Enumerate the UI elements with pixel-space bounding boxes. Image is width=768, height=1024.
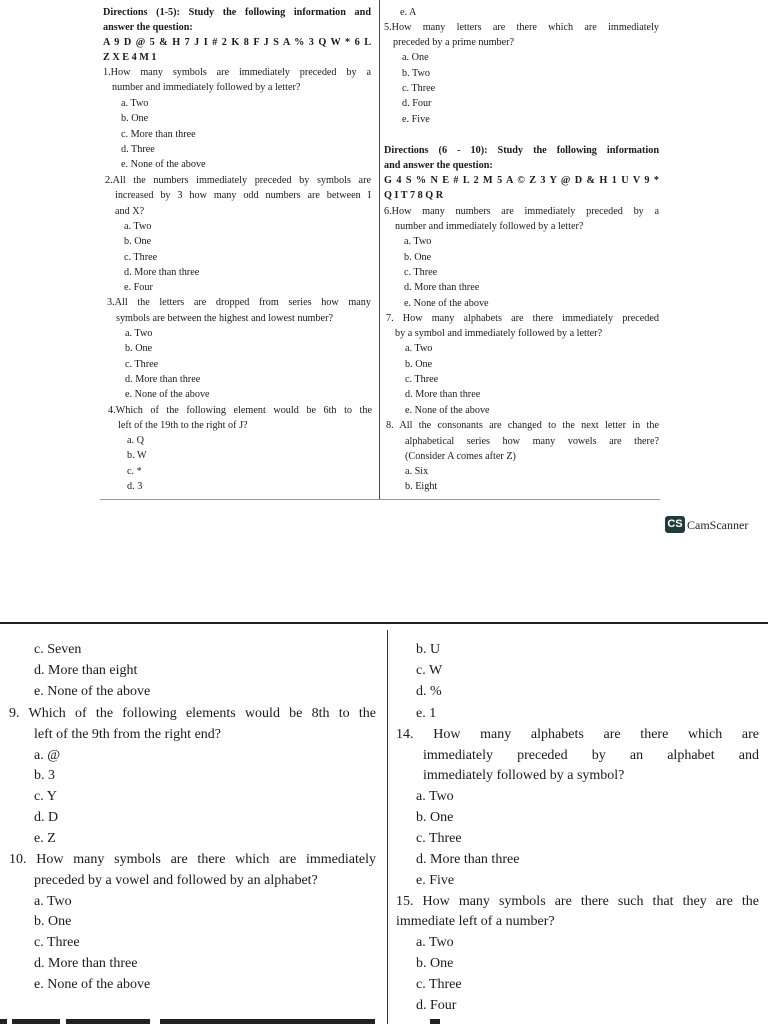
- page-1-text-line: answer the question:: [103, 22, 193, 33]
- page-1-text-line: number and immediately followed by a letter?: [395, 221, 584, 232]
- page-1-text-line: Directions (6 - 10): Study the following information: [384, 145, 659, 156]
- page-1-text-line: preceded by a prime number?: [393, 37, 515, 48]
- page-1-text-line: a. Two: [405, 343, 433, 354]
- page-1-text-line: d. More than three: [125, 374, 201, 385]
- page-1-text-line: b. One: [125, 343, 153, 354]
- page-2-text-line: a. @: [34, 748, 61, 763]
- page-1-text-line: increased by 3 how many odd numbers are between I: [115, 190, 371, 201]
- page-2-text-line: immediate left of a number?: [396, 914, 555, 929]
- page-2-text-line: c. Three: [34, 935, 80, 950]
- page-2-text-line: b. One: [416, 810, 454, 825]
- cut-off-next-line: [0, 1019, 768, 1024]
- page-2-text-line: d. %: [416, 684, 442, 699]
- page-1-text-line: a. One: [402, 52, 429, 63]
- page-1-text-line: A 9 D @ 5 & H 7 J I # 2 K 8 F J S A % 3 Q W * 6 L: [103, 37, 371, 48]
- page-1-text-line: 4.Which of the following element would be 6th to the: [108, 405, 372, 416]
- page-2-text-line: immediately preceded by an alphabet and: [423, 748, 759, 763]
- page-1-text-line: 3.All the letters are dropped from series how many: [107, 297, 371, 308]
- page-1-text-line: Q I T 7 8 Q R: [384, 190, 444, 201]
- page-1-text-line: a. Two: [404, 236, 432, 247]
- page-1-text-line: 2.All the numbers immediately preceded by symbols are: [105, 175, 371, 186]
- page-2-text-line: e. Z: [34, 831, 56, 846]
- page-2-text-line: d. More than eight: [34, 663, 138, 678]
- page-2-text-line: b. U: [416, 642, 441, 657]
- page-2-text-line: d. Four: [416, 998, 457, 1013]
- page-1-text-line: (Consider A comes after Z): [405, 451, 516, 462]
- page-1-text-line: d. More than three: [124, 267, 200, 278]
- page-1-text-line: number and immediately followed by a letter?: [112, 82, 301, 93]
- page-1-text-line: b. One: [121, 113, 149, 124]
- page-1-text-line: c. Three: [402, 83, 436, 94]
- page-2-text-line: 9. Which of the following elements would be 8th to the: [9, 706, 376, 721]
- page-2-text-line: 10. How many symbols are there which are immediately: [9, 852, 376, 867]
- page-2-text-line: c. Y: [34, 789, 57, 804]
- camscanner-logo: CS: [665, 516, 685, 533]
- page-1-text-line: b. One: [404, 252, 432, 263]
- page-2-text-line: e. 1: [416, 706, 437, 721]
- page-1-text-line: symbols are between the highest and lowest number?: [116, 313, 333, 324]
- page-2-text-line: c. W: [416, 663, 443, 678]
- page-1-text-line: and answer the question:: [384, 160, 493, 171]
- page-1-text-line: c. Three: [124, 252, 158, 263]
- page-2-column-divider: [387, 630, 388, 1024]
- page-1-text-line: G 4 S % N E # L 2 M 5 A © Z 3 Y @ D & H 1 U V 9 *: [384, 175, 659, 186]
- page-2-text-line: e. Five: [416, 873, 455, 888]
- page-2-text-line: a. Two: [416, 789, 454, 804]
- page-2-text-line: e. None of the above: [34, 977, 151, 992]
- page-1-text-line: 6.How many numbers are immediately preceded by a: [384, 206, 659, 217]
- page-1-text-line: by a symbol and immediately followed by a letter?: [395, 328, 603, 339]
- page-2-text-line: 15. How many symbols are there such that they are the: [396, 894, 759, 909]
- page-1-text-line: alphabetical series how many vowels are there?: [405, 436, 659, 447]
- page-1-text-line: b. One: [124, 236, 152, 247]
- page-2-text-line: c. Three: [416, 977, 462, 992]
- page-1-text-line: d. More than three: [405, 389, 481, 400]
- page-1-text-line: d. Three: [121, 144, 155, 155]
- page-1-text-line: b. Eight: [405, 481, 438, 492]
- page-2-text-line: 14. How many alphabets are there which are: [396, 727, 759, 742]
- page-2-text-line: a. Two: [416, 935, 454, 950]
- page-2-text-line: immediately followed by a symbol?: [423, 768, 625, 783]
- page-1-text-line: b. One: [405, 359, 433, 370]
- page-1-text-line: 8. All the consonants are changed to the next letter in the: [386, 420, 659, 431]
- page-1-text-line: c. Three: [125, 359, 159, 370]
- page-2-text-line: a. Two: [34, 894, 72, 909]
- page-1-text-line: e. None of the above: [125, 389, 210, 400]
- page-1-text-line: 7. How many alphabets are there immediately preceded: [386, 313, 659, 324]
- page-1-text-line: c. More than three: [121, 129, 196, 140]
- page-1-text-line: and X?: [115, 206, 145, 217]
- page-2-text-line: left of the 9th from the right end?: [34, 727, 221, 742]
- page-1-text-line: b. Two: [402, 68, 430, 79]
- page-2-text-line: d. D: [34, 810, 59, 825]
- camscanner-watermark: CamScanner: [687, 518, 749, 532]
- page-1-text-line: left of the 19th to the right of J?: [118, 420, 248, 431]
- page-1-text-line: e. None of the above: [404, 298, 489, 309]
- page-1-text-line: Z X E 4 M 1: [103, 52, 157, 63]
- page-1-text-line: e. None of the above: [405, 405, 490, 416]
- page-1-text-line: a. Six: [405, 466, 429, 477]
- page-2-text-line: preceded by a vowel and followed by an alphabet?: [34, 873, 318, 888]
- page-1-text-line: e. Four: [124, 282, 153, 293]
- page-1-text-line: a. Two: [121, 98, 149, 109]
- page-1-text-line: e. Five: [402, 114, 430, 125]
- page-1-text-line: e. None of the above: [121, 159, 206, 170]
- page-1-text-line: 5.How many letters are there which are immediately: [384, 22, 659, 33]
- page-2-text-line: b. 3: [34, 768, 55, 783]
- page-1-text-line: e. A: [400, 7, 417, 18]
- page-1-text-line: c. Three: [404, 267, 438, 278]
- page-2-text-line: b. One: [34, 914, 72, 929]
- page-1-text-line: Directions (1-5): Study the following information and: [103, 7, 371, 18]
- page-2-text-line: d. More than three: [416, 852, 520, 867]
- page-2-text-line: b. One: [416, 956, 454, 971]
- page-1-text-line: b. W: [127, 450, 147, 461]
- page-1-text-line: a. Two: [124, 221, 152, 232]
- page-2-text-line: e. None of the above: [34, 684, 151, 699]
- page-1-text-line: d. 3: [127, 481, 143, 492]
- page-1-text-line: d. More than three: [404, 282, 480, 293]
- page-1-text-line: c. Three: [405, 374, 439, 385]
- page-1-text-line: a. Two: [125, 328, 153, 339]
- page-1-text-line: d. Four: [402, 98, 432, 109]
- page-2-text-line: c. Seven: [34, 642, 82, 657]
- page-2-text-line: c. Three: [416, 831, 462, 846]
- page-2-text-line: d. More than three: [34, 956, 138, 971]
- page-1-text-line: a. Q: [127, 435, 144, 446]
- page-1-text-line: 1.How many symbols are immediately preceded by a: [103, 67, 371, 78]
- page-1-text-line: c. *: [127, 466, 142, 477]
